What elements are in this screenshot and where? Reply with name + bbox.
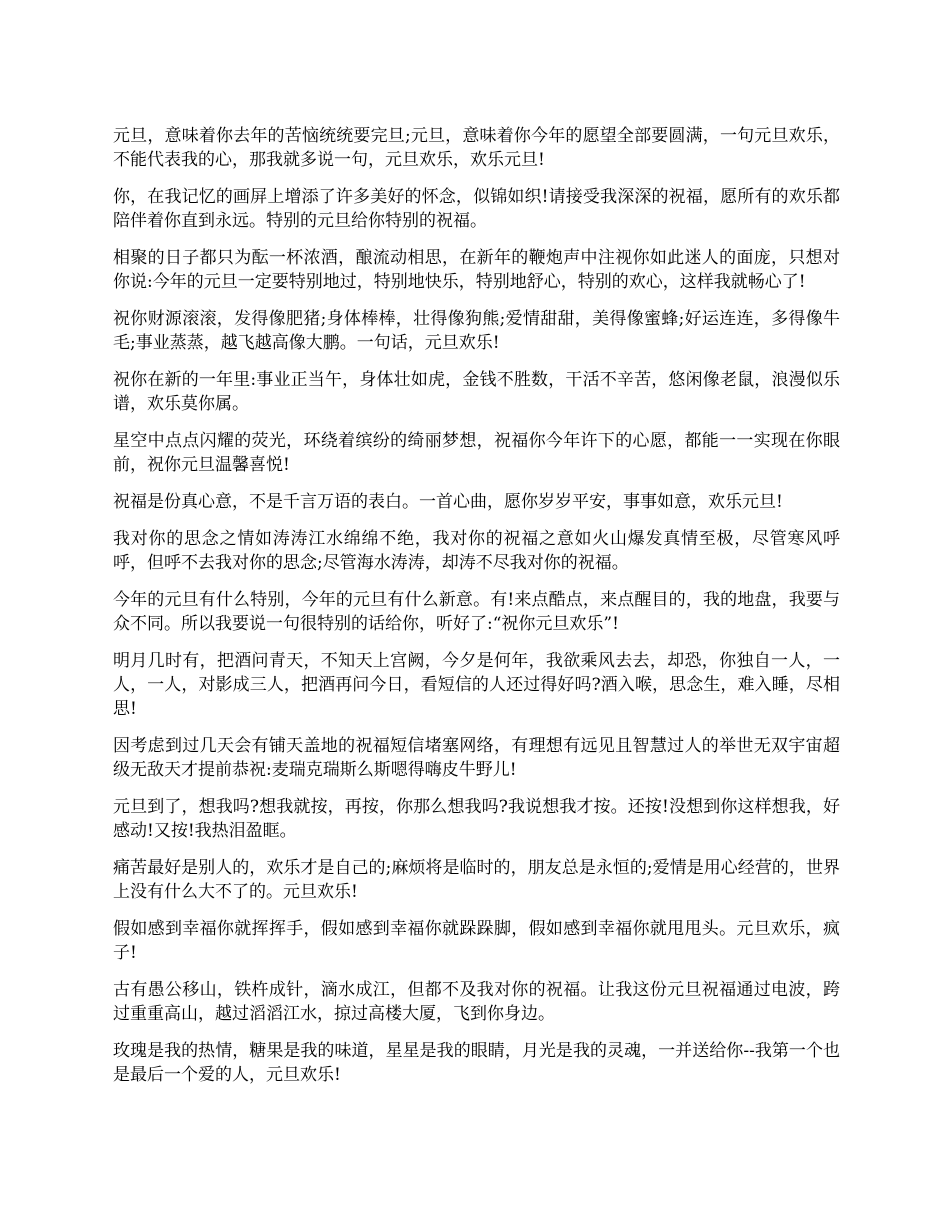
paragraph-3: 相聚的日子都只为酝一杯浓酒，酿流动相思，在新年的鞭炮声中注视你如此迷人的面庞，只想对你说:今年的元旦一定要特别地过，特别地快乐，特别地舒心，特别的欢心，这样我就畅心了! [113,248,840,292]
paragraph-5: 祝你在新的一年里:事业正当午，身体壮如虎，金钱不胜数，干活不辛苦，悠闲像老鼠，浪漫似乐谱，欢乐莫你属。 [113,370,840,414]
paragraph-1: 元旦，意味着你去年的苦恼统统要完旦;元旦，意味着你今年的愿望全部要圆满，一句元旦欢乐，不能代表我的心，那我就多说一句，元旦欢乐，欢乐元旦! [113,126,840,170]
paragraph-8: 我对你的思念之情如涛涛江水绵绵不绝，我对你的祝福之意如火山爆发真情至极，尽管寒风呼呼，但呼不去我对你的思念;尽管海水涛涛，却涛不尽我对你的祝福。 [113,529,840,573]
paragraph-10: 明月几时有，把酒问青天，不知天上宫阙，今夕是何年，我欲乘风去去，却恐，你独自一人，一人，一人，对影成三人，把酒再问今日，看短信的人还过得好吗?酒入喉，思念生，难入睡，尽相思! [113,651,840,719]
document-page [113,124,840,1100]
paragraph-12: 元旦到了，想我吗?想我就按，再按，你那么想我吗?我说想我才按。还按!没想到你这样想我，好感动!又按!我热泪盈眶。 [113,797,840,841]
paragraph-16: 玫瑰是我的热情，糖果是我的味道，星星是我的眼睛，月光是我的灵魂，一并送给你--我第一个也是最后一个爱的人，元旦欢乐! [113,1041,840,1085]
paragraph-15: 古有愚公移山，铁杵成针，滴水成江，但都不及我对你的祝福。让我这份元旦祝福通过电波，跨过重重高山，越过滔滔江水，掠过高楼大厦，飞到你身边。 [113,980,840,1024]
paragraph-2: 你，在我记忆的画屏上增添了许多美好的怀念，似锦如织!请接受我深深的祝福，愿所有的欢乐都陪伴着你直到永远。特别的元旦给你特别的祝福。 [113,187,840,231]
paragraph-4: 祝你财源滚滚，发得像肥猪;身体棒棒，壮得像狗熊;爱情甜甜，美得像蜜蜂;好运连连，多得像牛毛;事业蒸蒸，越飞越高像大鹏。一句话，元旦欢乐! [113,309,840,353]
paragraph-6: 星空中点点闪耀的荧光，环绕着缤纷的绮丽梦想，祝福你今年许下的心愿，都能一一实现在你眼前，祝你元旦温馨喜悦! [113,431,840,475]
paragraph-14: 假如感到幸福你就挥挥手，假如感到幸福你就跺跺脚，假如感到幸福你就甩甩头。元旦欢乐，疯子! [113,919,840,963]
paragraph-9: 今年的元旦有什么特别，今年的元旦有什么新意。有!来点酷点，来点醒目的，我的地盘，我要与众不同。所以我要说一句很特别的话给你，听好了:“祝你元旦欢乐”! [113,590,840,634]
paragraph-13: 痛苦最好是别人的，欢乐才是自己的;麻烦将是临时的，朋友总是永恒的;爱情是用心经营的，世界上没有什么大不了的。元旦欢乐! [113,858,840,902]
paragraph-11: 因考虑到过几天会有铺天盖地的祝福短信堵塞网络，有理想有远见且智慧过人的举世无双宇宙超级无敌天才提前恭祝:麦瑞克瑞斯么斯嗯得嗨皮牛野儿! [113,736,840,780]
paragraph-7: 祝福是份真心意，不是千言万语的表白。一首心曲，愿你岁岁平安，事事如意，欢乐元旦! [113,492,783,512]
